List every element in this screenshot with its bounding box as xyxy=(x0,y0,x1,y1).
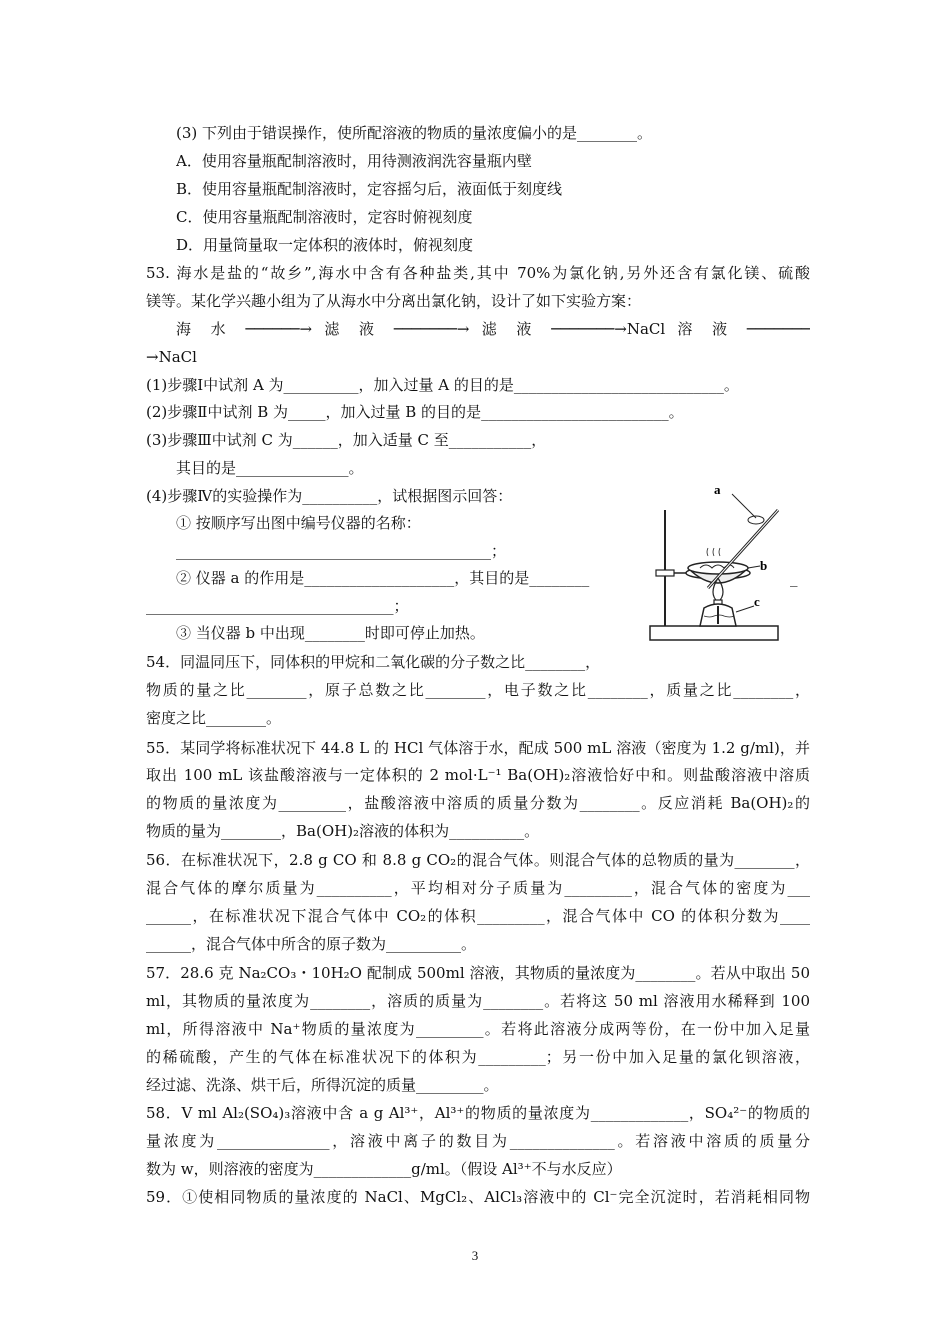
q53-step-3a: (3)步骤Ⅲ中试剂 C 为______，加入适量 C 至___________， xyxy=(146,431,547,449)
q52-part3-stem: (3) 下列由于错误操作，使所配溶液的物质的量浓度偏小的是________。 xyxy=(176,124,653,142)
stand-base xyxy=(650,626,778,640)
q55-line-3: 的物质的量浓度为_________，盐酸溶液中溶质的质量分数为________。反应消耗 Ba(OH)₂的 xyxy=(146,794,810,812)
q57-line-5: 经过滤、洗涤、烘干后，所得沉淀的质量_________。 xyxy=(146,1076,499,1094)
q54-line-1: 54．同温同压下，同体积的甲烷和二氧化碳的分子数之比________， xyxy=(146,653,601,671)
page-number: 3 xyxy=(471,1248,479,1263)
q53-step-4-2b: _________________________________； xyxy=(146,597,409,615)
q53-flow-line-1: 海 水 ──────→ 滤 液 ───────→ 滤 液 ───────→NaCl 溶 液 ─────── xyxy=(176,320,810,338)
label-b: b xyxy=(760,558,768,573)
q56-line-2: 混合气体的摩尔质量为__________，平均相对分子质量为_________，混合气体的密度为___ xyxy=(146,879,810,897)
label-a: a xyxy=(714,482,721,497)
ring-clamp xyxy=(656,570,674,576)
q53-step-4-1: ① 按顺序写出图中编号仪器的名称： xyxy=(176,514,421,532)
q53-step-4-3: ③ 当仪器 b 中出现________时即可停止加热。 xyxy=(176,624,485,642)
q57-line-1: 57．28.6 克 Na₂CO₃・10H₂O 配制成 500ml 溶液，其物质的量浓度为________。若从中取出 50 xyxy=(146,964,810,982)
q57-line-2: ml，其物质的量浓度为________，溶质的质量为________。若将这 50 ml 溶液用水稀释到 100 xyxy=(146,992,810,1010)
q53-line-2: 镁等。某化学兴趣小组为了从海水中分离出氯化钠，设计了如下实验方案： xyxy=(146,292,642,310)
q53-step-2: (2)步骤Ⅱ中试剂 B 为_____，加入过量 B 的目的是_________________________。 xyxy=(146,403,684,421)
q53-step-1: (1)步骤Ⅰ中试剂 A 为__________，加入过量 A 的目的是____________________________。 xyxy=(146,376,739,394)
q52-option-d: D．用量筒量取一定体积的液体时，俯视刻度 xyxy=(176,236,474,254)
q59-line-1: 59．①使相同物质的量浓度的 NaCl、MgCl₂、AlCl₃溶液中的 Cl⁻完全沉淀时，若消耗相同物 xyxy=(146,1188,810,1206)
q58-line-1: 58．V ml Al₂(SO₄)₃溶液中含 a g Al³⁺，Al³⁺的物质的量浓度为_____________，SO₄²⁻的物质的 xyxy=(146,1104,810,1122)
q53-step-3b: 其目的是_______________。 xyxy=(176,459,364,477)
q54-line-2: 物质的量之比________，原子总数之比________，电子数之比________，质量之比________， xyxy=(146,681,810,699)
q52-option-a: A．使用容量瓶配制溶液时，用待测液润洗容量瓶内壁 xyxy=(176,152,532,170)
q52-option-b: B．使用容量瓶配制溶液时，定容摇匀后，液面低于刻度线 xyxy=(176,180,563,198)
q53-step-4-2a-tail: _ xyxy=(790,569,798,587)
q57-line-3: ml，所得溶液中 Na⁺物质的量浓度为_________。若将此溶液分成两等份，在一份中加入足量 xyxy=(146,1020,810,1038)
q53-step-4: (4)步骤Ⅳ的实验操作为__________，试根据图示回答： xyxy=(146,487,513,505)
q54-line-3: 密度之比________。 xyxy=(146,709,282,727)
q53-line-1: 53. 海水是盐的“故乡”,海水中含有各种盐类,其中 70%为氯化钠,另外还含有氯化镁、硫酸 xyxy=(146,264,810,282)
q53-flow-line-2: →NaCl xyxy=(146,348,197,366)
q55-line-1: 55．某同学将标准状况下 44.8 L 的 HCl 气体溶于水，配成 500 mL 溶液（密度为 1.2 g/ml)，并 xyxy=(146,739,810,757)
q56-line-1: 56．在标准状况下，2.8 g CO 和 8.8 g CO₂的混合气体。则混合气体的总物质的量为________， xyxy=(146,851,810,869)
q55-line-2: 取出 100 mL 该盐酸溶液与一定体积的 2 mol·L⁻¹ Ba(OH)₂溶液恰好中和。则盐酸溶液中溶质 xyxy=(146,766,810,784)
q53-step-4-2a: ② 仪器 a 的作用是____________________，其目的是________ xyxy=(176,569,590,587)
label-c: c xyxy=(754,594,760,609)
q55-line-4: 物质的量为________，Ba(OH)₂溶液的体积为__________。 xyxy=(146,822,540,840)
q58-line-3: 数为 w，则溶液的密度为_____________g/ml。（假设 Al³⁺不与水反应） xyxy=(146,1160,622,1178)
q56-line-3: ______，在标准状况下混合气体中 CO₂的体积_________，混合气体中 CO 的体积分数为____ xyxy=(146,907,810,925)
q58-line-2: 量浓度为_______________，溶液中离子的数目为______________。若溶液中溶质的质量分 xyxy=(146,1132,810,1150)
q57-line-4: 的稀硫酸，产生的气体在标准状况下的体积为_________；另一份中加入足量的氯化钡溶液， xyxy=(146,1048,810,1066)
q56-line-4: ______，混合气体中所含的原子数为__________。 xyxy=(146,935,477,953)
q52-option-c: C．使用容量瓶配制溶液时，定容时俯视刻度 xyxy=(176,208,473,226)
evaporation-apparatus-figure xyxy=(638,480,808,650)
q53-step-4-1-blank: __________________________________________； xyxy=(176,542,507,560)
